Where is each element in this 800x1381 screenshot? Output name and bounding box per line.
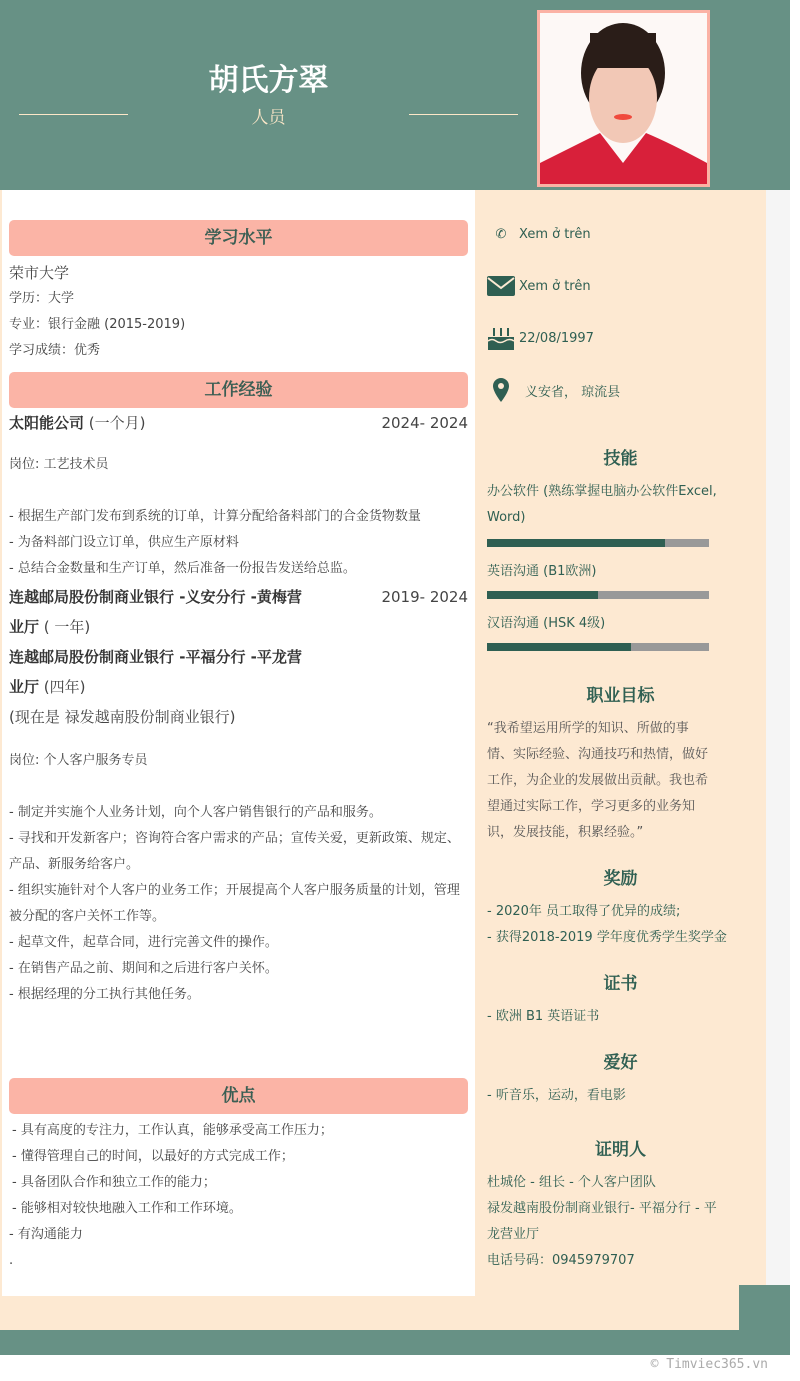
contact-birthday — [487, 312, 754, 364]
location-icon — [487, 376, 515, 404]
skills-heading: 技能 — [603, 449, 638, 469]
contact-email — [487, 260, 754, 312]
certificates-heading: 证书 — [603, 974, 638, 994]
email-text: Xem ở trên — [519, 278, 591, 294]
award-item: - 2020年 员工取得了优异的成绩; — [487, 904, 681, 919]
candidate-role: 人员 — [251, 108, 286, 128]
divider — [409, 114, 518, 115]
strength-item: - 能够相对较快地融入工作和工作环境。 — [12, 1201, 242, 1216]
job-duty: - 为备料部门设立订单，供应生产原材料 — [9, 535, 239, 550]
skill-bar-fill — [487, 539, 665, 547]
education-heading: 学习水平 — [9, 220, 468, 256]
company-name: 太阳能公司 — [9, 414, 85, 432]
education-line: 学历：大学 — [9, 291, 75, 306]
hobby-item: - 听音乐，运动，看电影 — [487, 1088, 626, 1103]
objective-text: “我希望运用所学的知识、所做的事情、实际经验、沟通技巧和热情，做好工作，为企业的发展做出贡献。我也希望通过实际工作，学习更多的业务知识，发展技能，积累经验。” — [487, 721, 709, 840]
job-header — [9, 582, 468, 642]
strengths-heading: 优点 — [9, 1078, 468, 1114]
divider — [19, 114, 128, 115]
job-duty: - 根据生产部门发布到系统的订单，计算分配给备料部门的合金货物数量 — [9, 509, 421, 524]
address-text: 义安省， 琼流县 — [525, 384, 621, 400]
sidebar — [475, 190, 766, 1274]
company-name: 连越邮局股份制商业银行 -平福分行 -平龙营业厅 — [9, 648, 302, 696]
birthday-text: 22/08/1997 — [519, 330, 594, 346]
profile-photo — [537, 10, 710, 187]
strength-item: - 懂得管理自己的时间，以最好的方式完成工作； — [12, 1149, 294, 1164]
work-heading: 工作经验 — [9, 372, 468, 408]
skill-bar — [487, 643, 709, 651]
job-duration: (四年) — [39, 678, 86, 696]
job-position: 岗位: 工艺技术员 — [9, 457, 109, 472]
company-note: (现在是 禄发越南股份制商业银行) — [9, 708, 236, 726]
reference-item: 电话号码：0945979707 — [487, 1253, 635, 1268]
job-duty: - 起草文件，起草合同，进行完善文件的操作。 — [9, 935, 278, 950]
contact-address — [487, 364, 754, 416]
education-line: 学习成绩：优秀 — [9, 343, 101, 358]
awards-heading: 奖励 — [603, 869, 638, 889]
references-heading: 证明人 — [595, 1140, 646, 1160]
job-duty: - 寻找和开发新客户；咨询符合客户需求的产品；宣传关爱，更新政策、规定、产品、新服务给客户。 — [9, 831, 460, 872]
reference-item: 禄发越南股份制商业银行- 平福分行 - 平龙营业厅 — [487, 1201, 717, 1242]
skill-label: 英语沟通 (B1欧洲) — [487, 564, 597, 579]
job-years: 2019- 2024 — [381, 588, 468, 606]
job-duration: ( 一年) — [39, 618, 91, 636]
job-duty: - 在销售产品之前、期间和之后进行客户关怀。 — [9, 961, 278, 976]
award-item: - 获得2018-2019 学年度优秀学生奖学金 — [487, 930, 727, 945]
decorative-block — [739, 1285, 790, 1330]
strength-item: - 具备团队合作和独立工作的能力； — [12, 1175, 216, 1190]
header — [0, 0, 790, 190]
job-header — [9, 412, 468, 434]
skill-bar-fill — [487, 591, 598, 599]
reference-item: 杜城伦 - 组长 - 个人客户团队 — [487, 1175, 656, 1190]
strength-item: - 有沟通能力 — [9, 1227, 83, 1242]
hobbies-heading: 爱好 — [603, 1053, 638, 1073]
education-line: 专业：银行金融 (2015-2019) — [9, 317, 186, 332]
skill-label: 办公软件 (熟练掌握电脑办公软件Excel, Word) — [487, 484, 717, 525]
job-years: 2024- 2024 — [381, 414, 468, 432]
company-name: 连越邮局股份制商业银行 -义安分行 -黄梅营业厅 — [9, 588, 302, 636]
school-name: 荣市大学 — [9, 264, 70, 282]
objective-heading: 职业目标 — [586, 686, 655, 706]
main-column — [2, 190, 475, 1296]
watermark: © Timviec365.vn — [650, 1357, 768, 1372]
footer-bar — [0, 1330, 790, 1355]
skill-bar-fill — [487, 643, 631, 651]
certificate-item: - 欧洲 B1 英语证书 — [487, 1009, 600, 1024]
strength-item: - 具有高度的专注力，工作认真，能够承受高工作压力； — [12, 1123, 333, 1138]
contact-phone — [487, 208, 754, 260]
job-duty: - 根据经理的分工执行其他任务。 — [9, 987, 200, 1002]
strength-item: . — [9, 1253, 14, 1268]
job-duty: - 总结合金数量和生产订单，然后准备一份报告发送给总监。 — [9, 561, 356, 576]
job-duty: - 制定并实施个人业务计划，向个人客户销售银行的产品和服务。 — [9, 805, 382, 820]
skill-bar — [487, 591, 709, 599]
birthday-cake-icon — [487, 324, 515, 352]
email-icon — [487, 272, 515, 300]
phone-text: Xem ở trên — [519, 226, 591, 242]
phone-icon: ✆ — [495, 226, 507, 242]
skill-bar — [487, 539, 709, 547]
skill-label: 汉语沟通 (HSK 4级) — [487, 616, 606, 631]
job-position: 岗位: 个人客户服务专员 — [9, 753, 148, 768]
candidate-name: 胡氏方翠 — [208, 63, 329, 98]
job-duty: - 组织实施针对个人客户的业务工作；开展提高个人客户服务质量的计划，管理被分配的客户关怀工作等。 — [9, 883, 460, 924]
page-gutter — [766, 190, 790, 1285]
job-duration: (一个月) — [84, 414, 146, 432]
